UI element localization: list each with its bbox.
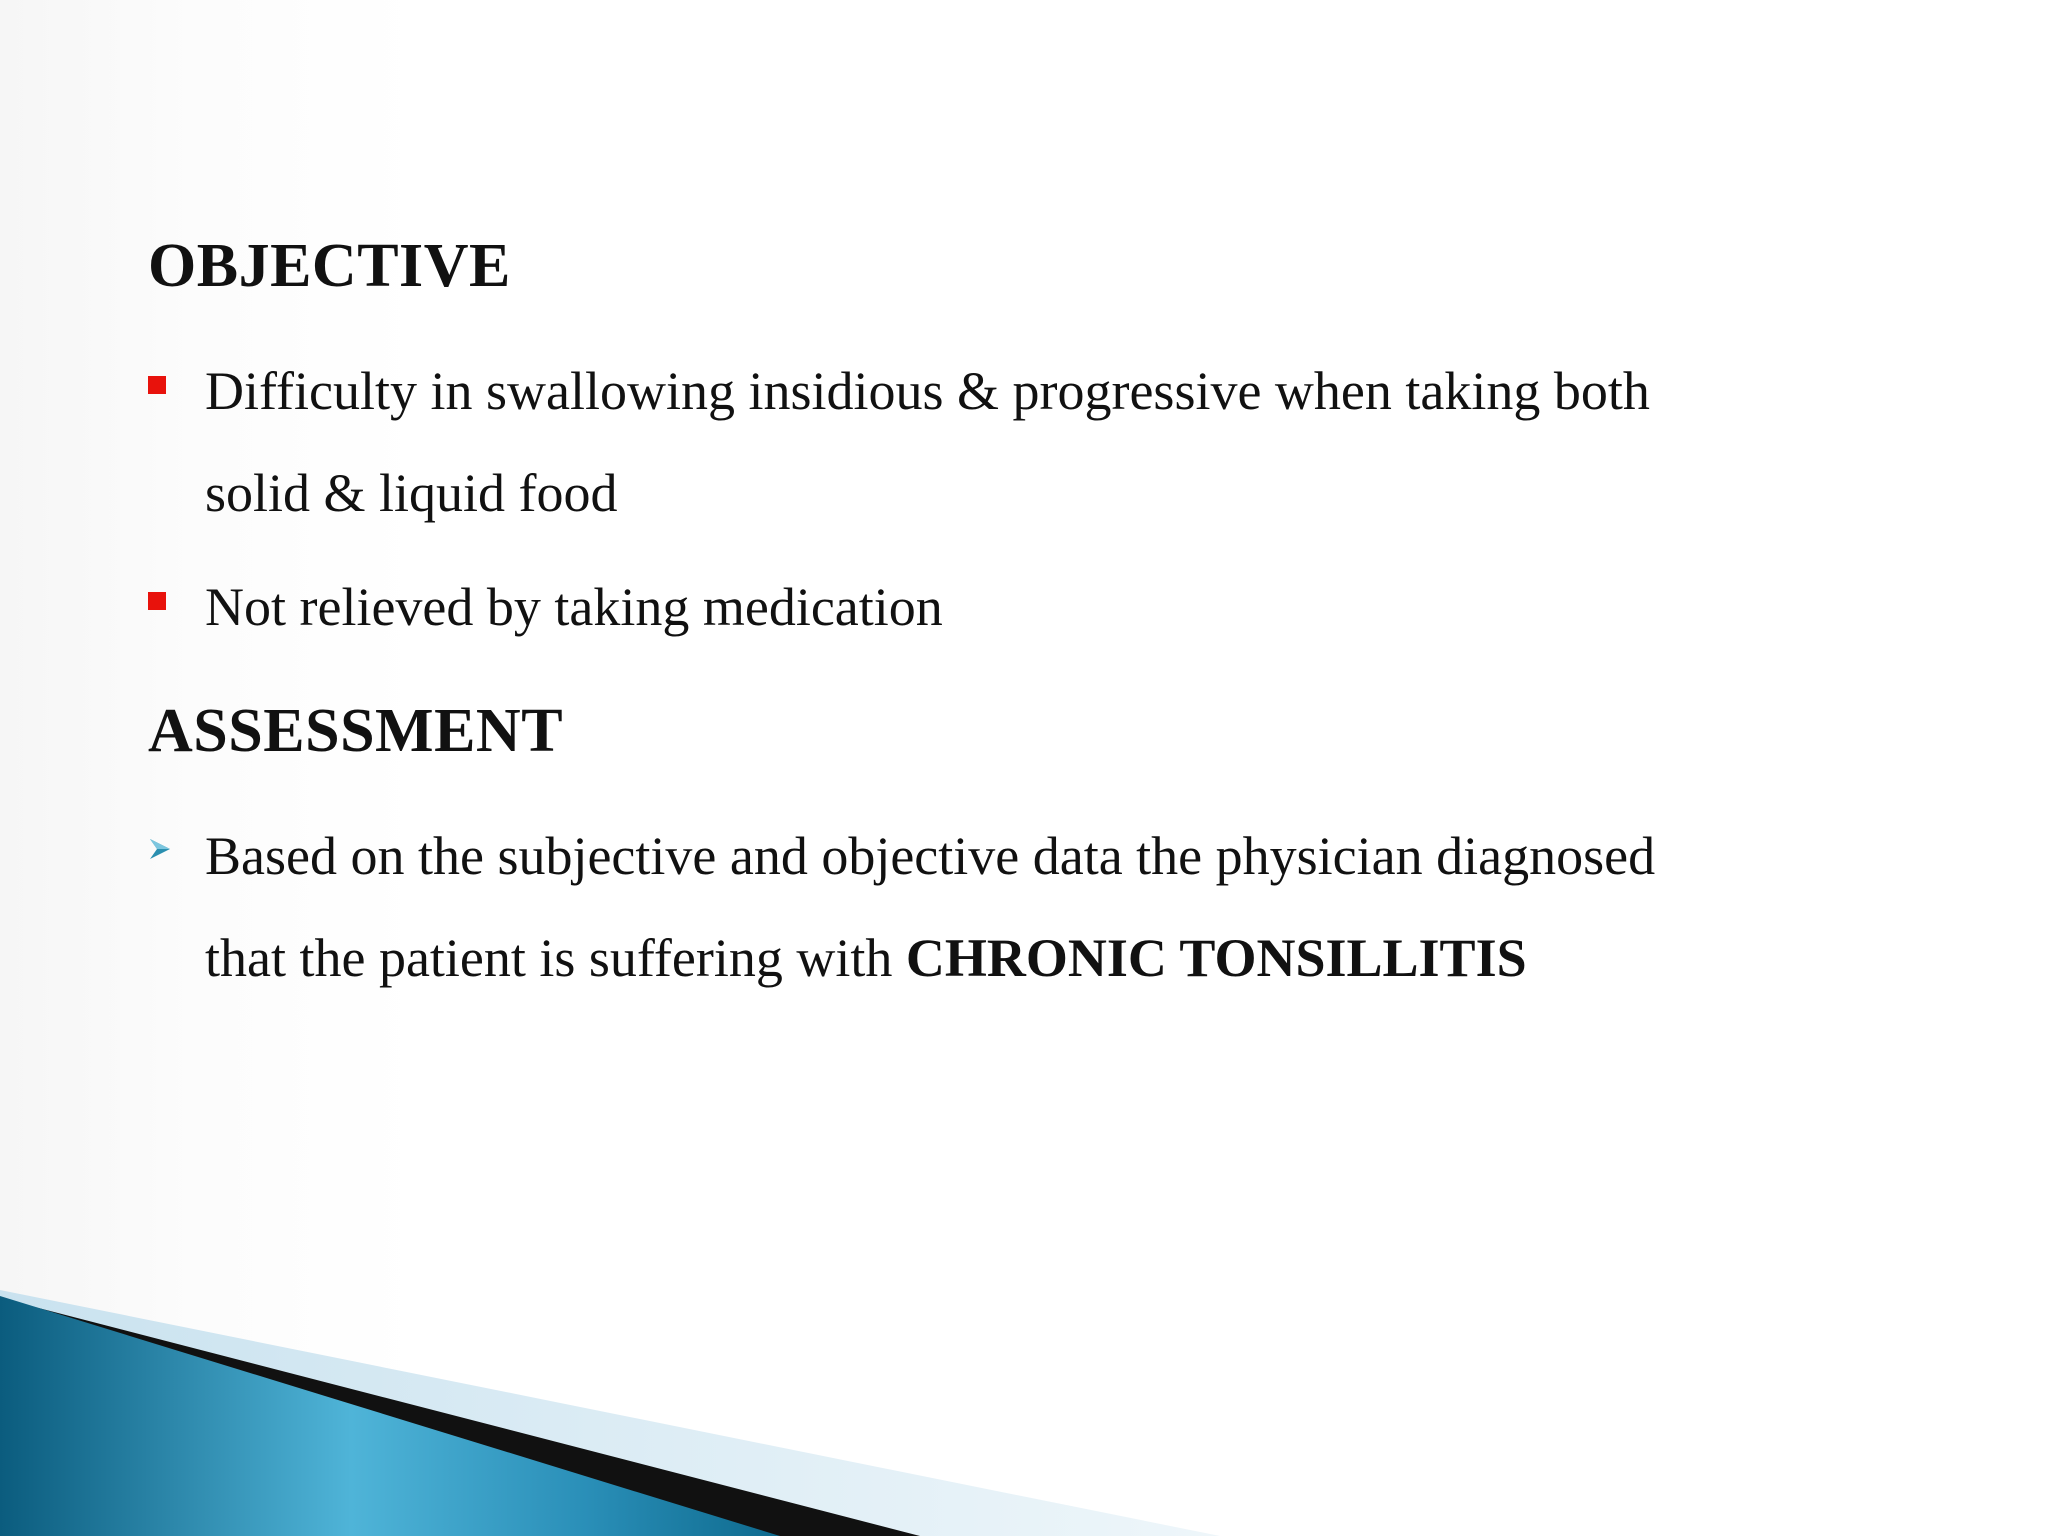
assessment-bullet-line2-prefix: that the patient is suffering with — [205, 928, 906, 988]
objective-heading: OBJECTIVE — [148, 232, 511, 300]
teal-band — [0, 1296, 780, 1536]
objective-bullet-1-line2: solid & liquid food — [205, 463, 618, 523]
objective-bullet-2-line1: Not relieved by taking medication — [205, 577, 943, 637]
objective-bullet-1-line1: Difficulty in swallowing insidious & progressive when taking both — [205, 361, 1650, 421]
assessment-bullet-line1: Based on the subjective and objective data the physician diagnosed — [205, 826, 1656, 886]
assessment-heading: ASSESSMENT — [148, 697, 564, 765]
diagnosis-term: CHRONIC TONSILLITIS — [905, 928, 1527, 988]
